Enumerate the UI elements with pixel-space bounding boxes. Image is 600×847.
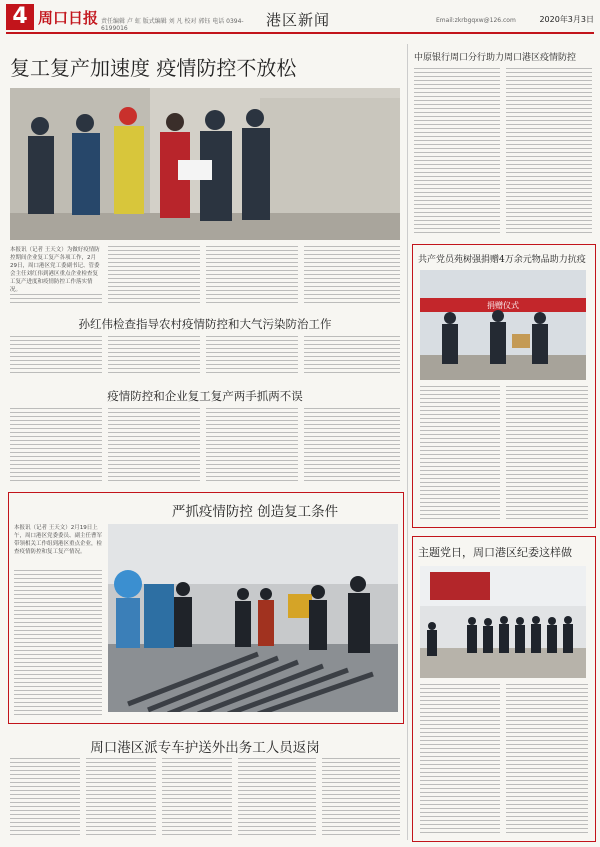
- main-photo: [10, 88, 400, 240]
- story3-text-1: [10, 408, 102, 482]
- right-headline-1: 中原银行周口分行助力周口港区疫情防控: [414, 53, 577, 63]
- story3-headline: 疫情防控和企业复工复产两手抓两不误: [107, 389, 303, 403]
- right3-text-2: [506, 684, 588, 834]
- story2-text-3: [206, 336, 298, 376]
- right3-text-1: [420, 684, 500, 834]
- right-headline-3: 主题党日，周口港区纪委这样做: [418, 546, 572, 559]
- email-info: Email:zkrbgqxw@126.com: [436, 17, 516, 24]
- story5-text-3: [162, 758, 232, 838]
- main-body-text-1: [10, 294, 102, 304]
- factory-photo: [108, 524, 398, 712]
- column-divider: [407, 44, 408, 840]
- right2-text-1: [420, 386, 500, 520]
- main-body-text-3: [206, 246, 298, 304]
- story4-headline: 严抓疫情防控 创造复工条件: [171, 504, 339, 520]
- main-caption: 本报讯（记者 王天文）为做好疫情防控期间企业复工复产各项工作，2月29日，周口港区党工委副书记、管委会主任刘红伟到港区重点企业检查复工复产进度和疫情防控工作落实情况。: [10, 247, 100, 293]
- story2-text-4: [304, 336, 400, 376]
- story3-text-3: [206, 408, 298, 482]
- story5-text-1: [10, 758, 80, 838]
- right2-text-2: [506, 386, 588, 520]
- section-title: 港区新闻: [266, 11, 331, 29]
- newspaper-logo: 周口日报: [38, 9, 99, 27]
- story3-text-4: [304, 408, 400, 482]
- page-header: [6, 4, 594, 34]
- right1-text-1: [414, 68, 500, 234]
- story3-text-2: [108, 408, 200, 482]
- story5-text-4: [238, 758, 316, 838]
- page-number: 4: [6, 4, 34, 30]
- story2-text-1: [10, 336, 102, 376]
- story2-headline: 孙红伟检查指导农村疫情防控和大气污染防治工作: [78, 317, 332, 331]
- banner-text: 捐赠仪式: [487, 301, 519, 310]
- main-headline: 复工复产加速度 疫情防控不放松: [10, 56, 297, 80]
- right-headline-2: 共产党员苑树强捐赠4万余元物品助力抗疫: [418, 255, 586, 265]
- story5-headline: 周口港区派专车护送外出务工人员返岗: [90, 740, 320, 756]
- donation-photo: [420, 270, 586, 380]
- main-body-text-2: [108, 246, 200, 304]
- story5-text-2: [86, 758, 156, 838]
- party-day-photo: [420, 566, 586, 678]
- issue-date: 2020年3月3日: [539, 15, 594, 24]
- story2-text-2: [108, 336, 200, 376]
- right1-text-2: [506, 68, 592, 234]
- editor-info: 责任编辑 卢 虹 版式编辑 刘 凡 校对 郭钰 电话 0394-6199016: [101, 18, 244, 32]
- story4-lead: 本报讯（记者 王天文）2月19日上午，周口港区党委委员、副主任曹军带领相关工作组到港区重点企业，检查疫情防控和复工复产情况。: [14, 525, 103, 555]
- main-body-text-4: [304, 246, 400, 304]
- story4-text-1: [14, 570, 102, 716]
- story5-text-5: [322, 758, 400, 838]
